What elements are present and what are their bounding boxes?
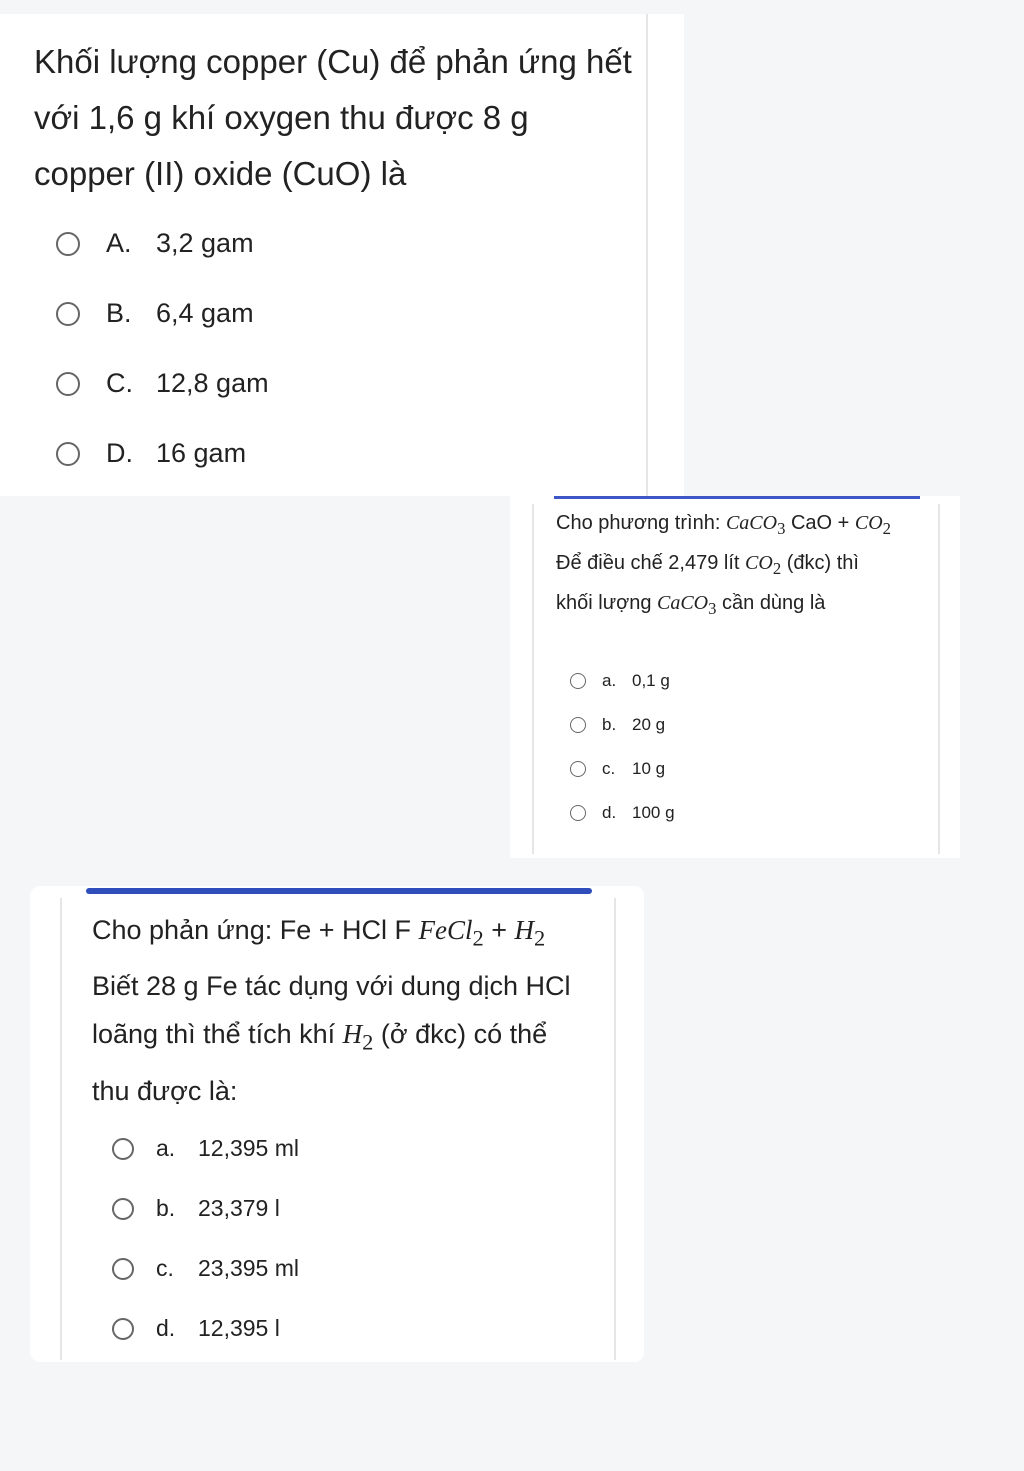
option-text: 3,2 gam xyxy=(156,228,254,258)
radio-button[interactable] xyxy=(56,302,80,326)
formula-subscript: 3 xyxy=(777,519,786,538)
text-segment: (đkc) thì khối lượng xyxy=(556,552,859,614)
option-text: 20 g xyxy=(632,715,666,734)
option-letter: c. xyxy=(156,1255,174,1281)
text-segment: + xyxy=(483,915,515,945)
text-segment: Cho phản ứng: Fe + HCl F xyxy=(92,915,419,945)
option-letter: a. xyxy=(602,671,617,690)
formula-fecl2 xyxy=(418,915,484,951)
radio-button[interactable] xyxy=(570,717,586,733)
option-letter: d. xyxy=(602,803,617,822)
radio-button[interactable] xyxy=(56,232,80,256)
option-text: 23,379 l xyxy=(198,1195,280,1221)
option-letter: b. xyxy=(602,715,617,734)
card-border xyxy=(532,504,534,854)
option-letter: a. xyxy=(156,1135,176,1161)
option-letter: C. xyxy=(106,368,133,398)
card-border xyxy=(938,504,940,854)
option-a[interactable] xyxy=(56,228,254,259)
radio-button[interactable] xyxy=(570,805,586,821)
option-text: 23,395 ml xyxy=(198,1255,300,1281)
option-b[interactable] xyxy=(56,298,254,329)
formula-h2 xyxy=(342,1019,374,1055)
option-d[interactable] xyxy=(56,438,246,469)
radio-button[interactable] xyxy=(112,1198,134,1220)
formula-base: FeCl xyxy=(418,915,473,945)
option-letter: D. xyxy=(106,438,133,468)
card-accent-bar xyxy=(554,496,920,499)
text-segment: Cho phương trình: xyxy=(556,512,726,534)
question-text xyxy=(92,906,592,1115)
option-c[interactable] xyxy=(570,759,665,779)
formula-subscript: 2 xyxy=(472,925,484,951)
formula-base: H xyxy=(342,1019,363,1050)
formula-base: CaCO xyxy=(725,512,778,534)
formula-base: CO xyxy=(854,512,883,534)
option-letter: c. xyxy=(602,759,616,778)
option-text: 10 g xyxy=(632,759,666,778)
option-d[interactable] xyxy=(112,1315,280,1342)
formula-caco3 xyxy=(657,592,717,618)
option-letter: A. xyxy=(106,228,132,258)
option-text: 16 gam xyxy=(156,438,247,468)
option-d[interactable] xyxy=(570,803,675,823)
radio-button[interactable] xyxy=(112,1318,134,1340)
text-segment: Để điều chế 2,479 lít xyxy=(556,552,746,574)
radio-button[interactable] xyxy=(56,442,80,466)
formula-subscript: 2 xyxy=(362,1029,374,1055)
option-b[interactable] xyxy=(112,1195,280,1222)
text-segment: CaO + xyxy=(785,512,855,534)
option-text: 100 g xyxy=(632,803,675,822)
option-c[interactable] xyxy=(56,368,269,399)
formula-h2 xyxy=(514,915,546,951)
formula-subscript: 2 xyxy=(772,559,782,578)
text-segment: (ở đkc) có thể thu được là: xyxy=(92,1019,548,1106)
card-accent-bar xyxy=(86,888,592,894)
formula-base: H xyxy=(514,915,535,945)
card-border xyxy=(614,898,616,1360)
question-card-3 xyxy=(30,886,644,1362)
radio-button[interactable] xyxy=(112,1138,134,1160)
option-letter: b. xyxy=(156,1195,176,1221)
formula-caco3 xyxy=(725,512,786,538)
option-text: 12,8 gam xyxy=(156,368,269,398)
question-text: Khối lượng copper (Cu) để phản ứng hết với 1,6 g khí oxygen thu được 8 g copper (II) oxide (CuO) là xyxy=(34,43,632,192)
formula-subscript: 2 xyxy=(534,925,546,951)
option-letter: d. xyxy=(156,1315,176,1341)
formula-base: CO xyxy=(745,552,773,574)
formula-subscript: 2 xyxy=(882,519,891,538)
text-segment: cần dùng là xyxy=(716,592,826,614)
card-border xyxy=(646,14,648,496)
formula-co2 xyxy=(745,552,782,578)
option-a[interactable] xyxy=(112,1135,299,1162)
option-b[interactable] xyxy=(570,715,665,735)
option-letter: B. xyxy=(106,298,132,328)
question-card-1 xyxy=(0,14,684,496)
radio-button[interactable] xyxy=(112,1258,134,1280)
radio-button[interactable] xyxy=(570,673,586,689)
card-border xyxy=(60,898,62,1360)
radio-button[interactable] xyxy=(56,372,80,396)
option-text: 6,4 gam xyxy=(156,298,254,328)
formula-co2 xyxy=(854,512,891,538)
option-c[interactable] xyxy=(112,1255,299,1282)
option-text: 12,395 ml xyxy=(198,1135,300,1161)
question-text xyxy=(556,506,896,626)
option-a[interactable] xyxy=(570,671,670,691)
text-segment: Biết 28 g Fe tác dụng với dung dịch HCl loãng thì thể tích khí xyxy=(92,971,571,1050)
question-card-2 xyxy=(510,496,960,858)
option-text: 12,395 l xyxy=(198,1315,280,1341)
radio-button[interactable] xyxy=(570,761,586,777)
option-text: 0,1 g xyxy=(632,671,670,690)
formula-base: CaCO xyxy=(657,592,709,614)
formula-subscript: 3 xyxy=(708,599,717,618)
